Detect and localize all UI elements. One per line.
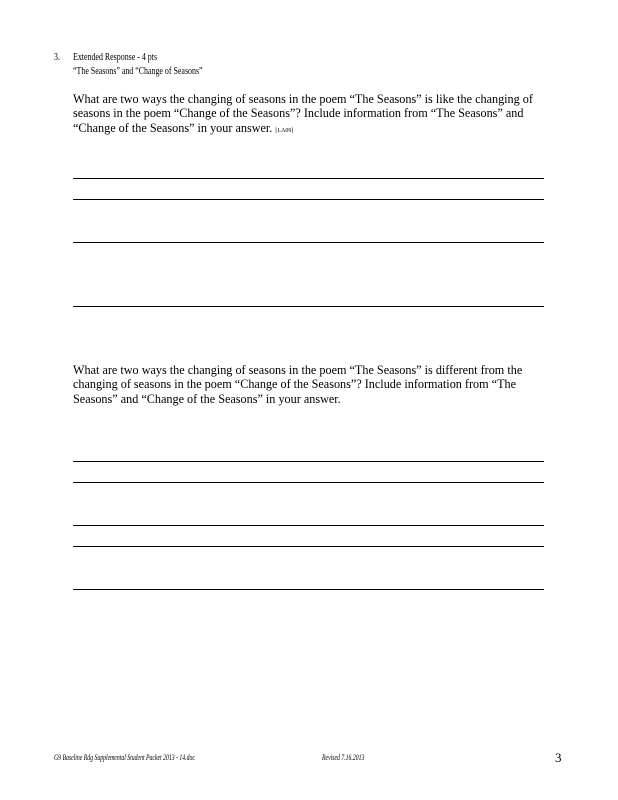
page-number: 3 — [555, 750, 562, 765]
prompt-1-line-3 — [73, 121, 553, 138]
prompt-1-line-2: seasons in the poem “Change of the Seasons”? Include information from “The Seasons” and — [73, 106, 524, 121]
answer-line[interactable] — [73, 242, 544, 243]
prompt-2-line-1: What are two ways the changing of seasons in the poem “The Seasons” is different from the — [73, 363, 523, 377]
prompt-1-line-3-text: “Change of the Seasons” in your answer. — [73, 120, 273, 135]
prompt-2 — [73, 363, 553, 406]
question-number: 3. — [54, 51, 60, 63]
answer-line[interactable] — [73, 546, 544, 547]
answer-line[interactable] — [73, 482, 544, 483]
answer-line[interactable] — [73, 178, 544, 179]
answer-line[interactable] — [73, 461, 544, 462]
prompt-1-line-1: What are two ways the changing of seasons in the poem “The Seasons” is like the changing of — [73, 92, 533, 106]
prompt-2-line-3: Seasons” and “Change of the Seasons” in your answer. — [73, 391, 341, 406]
answer-line[interactable] — [73, 306, 544, 307]
standard-tag: [LA09] — [275, 127, 294, 134]
footer-revised-date: Revised 7.16.2013 — [322, 753, 365, 762]
footer-document-name: G9 Baseline Rdg Supplemental Student Packet 2013 - 14.doc — [54, 753, 195, 762]
passage-title: “The Seasons” and “Change of Seasons” — [73, 65, 203, 77]
question-heading: Extended Response - 4 pts — [73, 51, 158, 63]
answer-line[interactable] — [73, 589, 544, 590]
prompt-1 — [73, 92, 553, 138]
answer-line[interactable] — [73, 525, 544, 526]
answer-line[interactable] — [73, 199, 544, 200]
prompt-2-line-2: changing of seasons in the poem “Change of the Seasons”? Include information from “The — [73, 377, 517, 392]
